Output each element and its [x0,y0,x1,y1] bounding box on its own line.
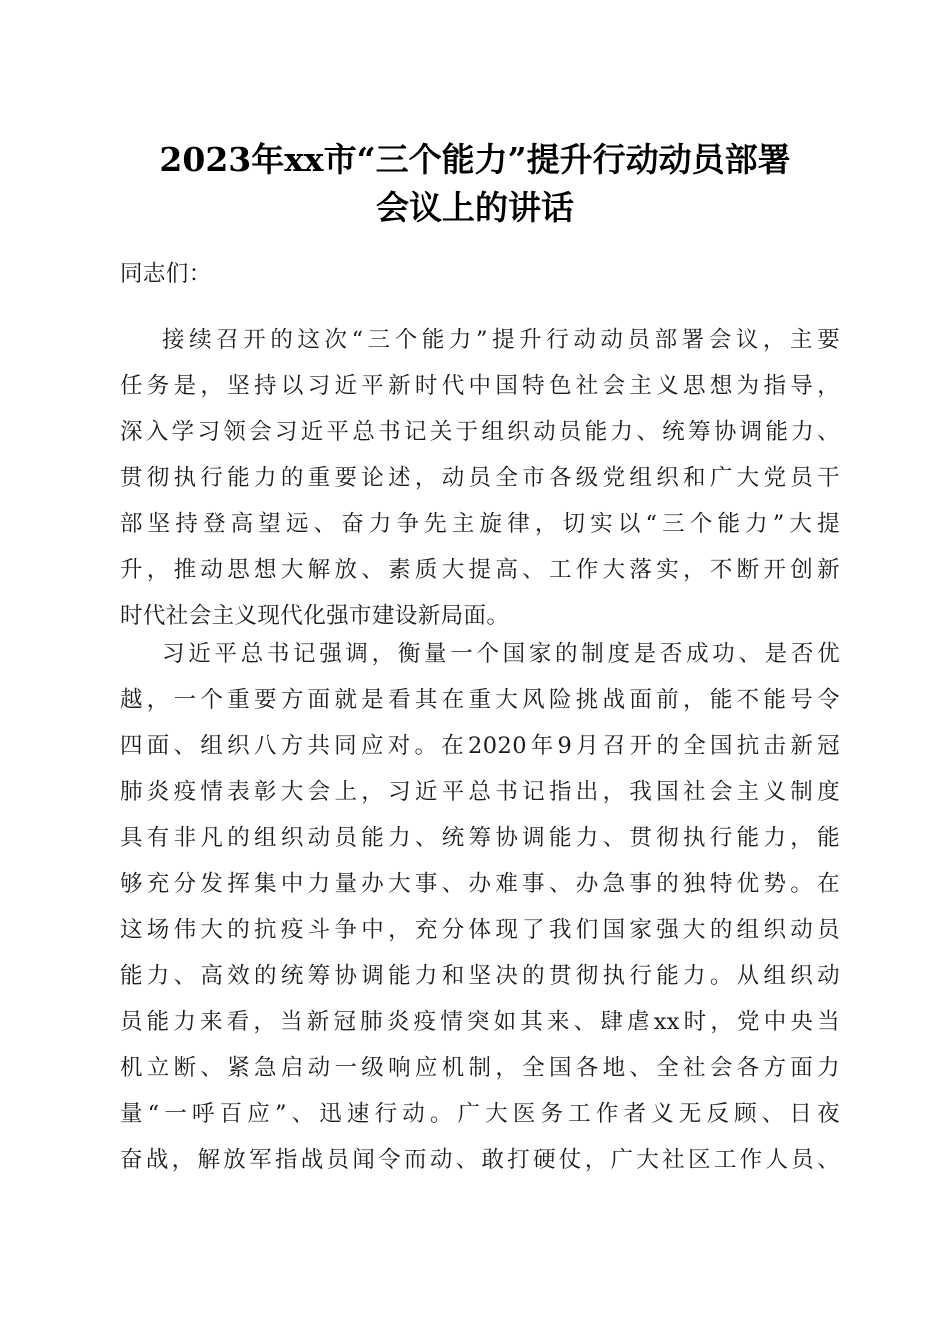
body-line: 具有非凡的组织动员能力、统筹协调能力、贯彻执行能力，能 [120,825,840,851]
body-line: 部坚持登高望远、奋力争先主旋律，切实以“三个能力”大提 [120,511,840,537]
body-line: 肺炎疫情表彰大会上，习近平总书记指出，我国社会主义制度 [120,779,840,805]
document-title-line-1: 2023年xx市“三个能力”提升行动动员部署 [159,140,791,179]
body-line: 四面、组织八方共同应对。在2020年9月召开的全国抗击新冠 [120,733,840,759]
body-line: 这场伟大的抗疫斗争中，充分体现了我们国家强大的组织动员 [120,917,840,943]
body-line: 时代社会主义现代化强市建设新局面。 [120,603,510,629]
body-line: 员能力来看，当新冠肺炎疫情突如其来、肆虐xx时，党中央当 [120,1009,840,1035]
body-line: 够充分发挥集中力量办大事、办难事、办急事的独特优势。在 [120,871,840,897]
document-title-line-2: 会议上的讲话 [376,188,574,227]
body-line: 越，一个重要方面就是看其在重大风险挑战面前，能不能号令 [120,687,840,713]
salutation: 同志们： [120,261,212,287]
body-line: 奋战，解放军指战员闻令而动、敢打硬仗，广大社区工作人员、 [120,1147,840,1173]
body-line: 深入学习领会习近平总书记关于组织动员能力、统筹协调能力、 [120,419,840,445]
body-line: 任务是，坚持以习近平新时代中国特色社会主义思想为指导， [120,373,840,399]
body-line: 能力、高效的统筹协调能力和坚决的贯彻执行能力。从组织动 [120,963,840,989]
body-line: 量“一呼百应”、迅速行动。广大医务工作者义无反顾、日夜 [120,1101,840,1127]
body-line: 升，推动思想大解放、素质大提高、工作大落实，不断开创新 [120,557,840,583]
body-line: 机立断、紧急启动一级响应机制，全国各地、全社会各方面力 [120,1055,840,1081]
body-line: 习近平总书记强调，衡量一个国家的制度是否成功、是否优 [162,641,840,667]
body-line: 贯彻执行能力的重要论述，动员全市各级党组织和广大党员干 [120,465,840,491]
body-line: 接续召开的这次“三个能力”提升行动动员部署会议，主要 [162,327,840,353]
